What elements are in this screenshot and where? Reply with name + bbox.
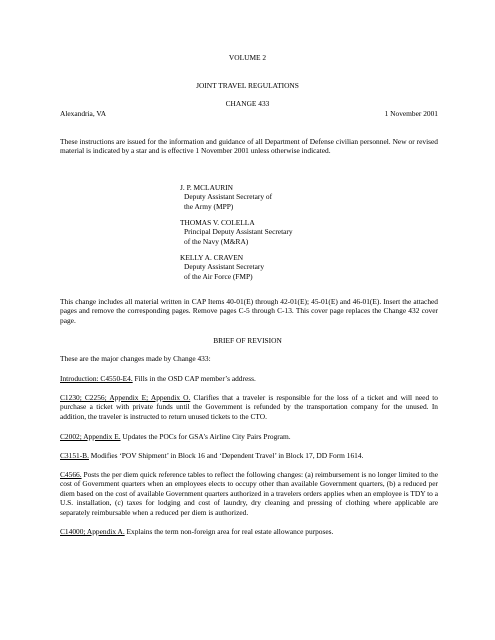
signatory-office: of the Air Force (FMP) (184, 271, 253, 281)
change-item (60, 451, 438, 460)
change-item (60, 432, 438, 441)
change-reference: C2002; Appendix E. (60, 432, 121, 441)
change-item (60, 374, 438, 383)
signatory-title: Deputy Assistant Secretary of (184, 192, 273, 202)
signatory-army (180, 183, 380, 211)
signatory-name: KELLY A. CRAVEN (180, 253, 244, 262)
change-reference: C14000; Appendix A. (60, 527, 125, 536)
signatory-title: Deputy Assistant Secretary (184, 262, 265, 272)
change-description: Clarifies that a traveler is responsible for the loss of a ticket and will need to purchase a ticket with private funds until the Government is refunded by the transportation company for the unused. In addition, the traveler is instructed to return unused tickets to the CTO. (60, 393, 439, 421)
signatory-name: THOMAS V. COLELLA (180, 218, 255, 227)
change-reference: Introduction: C4550-E4. (60, 374, 133, 383)
change-reference: C3151-B. (60, 451, 89, 460)
change-item (60, 470, 438, 517)
intro-paragraph: These instructions are issued for the information and guidance of all Department of Defense civilian personnel. New or revised material is indicated by a star and is effective 1 November 2001 unless otherwise indicated. (60, 137, 438, 156)
change-item (60, 393, 438, 421)
change-note-paragraph: This change includes all material written in CAP Items 40-01(E) through 42-01(E); 45-01(E) and 46-01(E). Insert the attached pages and remove the corresponding pages. Remove pages C-5 through C-13. This cover page replaces the Change 432 cover page. (60, 297, 438, 325)
change-description: Modifies ‘POV Shipment’ in Block 16 and ‘Dependent Travel’ in Block 17, DD Form 1614. (88, 451, 364, 460)
change-description: Fills in the OSD CAP member’s address. (132, 374, 256, 383)
brief-heading: BRIEF OF REVISION (213, 336, 282, 345)
regulation-title: JOINT TRAVEL REGULATIONS (196, 81, 299, 90)
signatory-office: of the Navy (M&RA) (184, 236, 249, 246)
change-description: Updates the POCs for GSA's Airline City Pairs Program. (120, 432, 291, 441)
change-number: CHANGE 433 (225, 99, 270, 108)
signatory-office: the Army (MPP) (184, 201, 234, 211)
change-item (60, 527, 438, 536)
signatory-air-force (180, 253, 380, 281)
change-description: Posts the per diem quick reference tables to reflect the following changes: (a) reimbursement is no longer limited to the cost of Government quarters when an employees elects to occupy other than available Government quarters, (b) a reduced per diem based on the cost of available Government quarters authorized in a travelers orders applies when an employee is TDY to a U.S. installation, (c) taxes for lodging and cost of laundry, dry cleaning and pressing of clothing where applicable are separately reimbursable when a reduced per diem is authorized. (60, 470, 438, 517)
change-description: Explains the term non-foreign area for real estate allowance purposes. (124, 527, 334, 536)
issue-date: 1 November 2001 (384, 109, 438, 118)
change-reference: C4566. (60, 470, 82, 479)
signatory-title: Principal Deputy Assistant Secretary (184, 227, 293, 237)
signatory-navy (180, 218, 380, 246)
location: Alexandria, VA (60, 109, 107, 118)
signatory-name: J. P. MCLAURIN (180, 183, 233, 192)
volume-heading: VOLUME 2 (228, 53, 267, 62)
major-changes-intro: These are the major changes made by Change 433: (60, 354, 211, 363)
change-reference: C1230; C2256; Appendix E; Appendix O. (60, 393, 191, 402)
